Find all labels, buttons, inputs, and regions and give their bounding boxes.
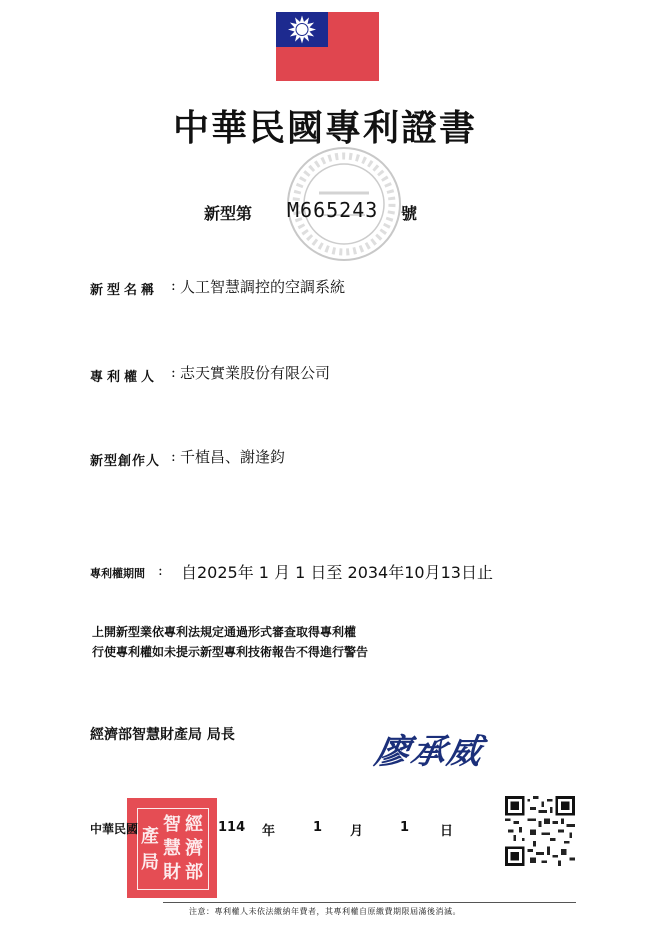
stamp-glyph: 智 (163, 814, 181, 835)
issue-year-unit: 年 (262, 824, 276, 839)
patent-number-suffix: 號 (401, 204, 418, 223)
field-label-owner: 專利權人 (90, 370, 159, 385)
flag-canton (276, 12, 328, 47)
patent-number: M665243 (287, 198, 379, 222)
footnote: 注意：專利權人未依法繳納年費者，其專利權自原繳費期限屆滿後消滅。 (189, 907, 461, 916)
national-flag (276, 12, 379, 81)
issue-day-unit: 日 (440, 824, 454, 839)
field-value-owner: 志天實業股份有限公司 (180, 364, 331, 382)
field-value-name: 人工智慧調控的空調系統 (180, 278, 346, 296)
stamp-glyph: 財 (163, 862, 181, 883)
stamp-glyph: 慧 (163, 838, 181, 859)
stamp-glyph: 部 (185, 862, 203, 883)
notice-line: 行使專利權如未提示新型專利技術報告不得進行警告 (92, 645, 369, 659)
field-colon: : (171, 449, 176, 465)
field-colon: : (171, 278, 176, 294)
notice-text (92, 622, 368, 662)
field-label-creator: 新型創作人 (90, 454, 161, 469)
notice-line: 上開新型業依專利法規定通過形式審查取得專利權 (92, 625, 357, 639)
field-colon: : (158, 563, 163, 579)
field-label-name: 新型名稱 (90, 283, 159, 298)
issue-month: 1 (313, 820, 323, 835)
certificate-title: 中華民國專利證書 (172, 107, 477, 149)
patent-number-prefix: 新型第 (204, 204, 253, 223)
red-official-stamp (127, 798, 217, 898)
issuing-authority: 經濟部智慧財產局 局長 (90, 727, 235, 743)
field-value-period: 自2025年 1 月 1 日至 2034年10月13日止 (181, 563, 493, 582)
field-value-creator: 千植昌、謝逢鈞 (180, 448, 286, 466)
field-label-period: 專利權期間 (90, 567, 145, 580)
issue-year: 114 (218, 820, 246, 835)
issue-month-unit: 月 (350, 824, 364, 839)
field-colon: : (171, 365, 176, 381)
stamp-glyph: 濟 (185, 838, 203, 859)
footer-divider (163, 902, 576, 903)
white-sun-icon (276, 12, 328, 47)
stamp-glyph: 產 (141, 826, 159, 847)
issue-date-prefix: 中華民國 (90, 822, 139, 836)
stamp-glyph: 經 (185, 814, 203, 835)
stamp-glyph: 局 (141, 852, 159, 873)
director-signature: 廖承威 (371, 732, 487, 772)
qr-code-icon (505, 796, 575, 866)
issue-day: 1 (400, 820, 410, 835)
